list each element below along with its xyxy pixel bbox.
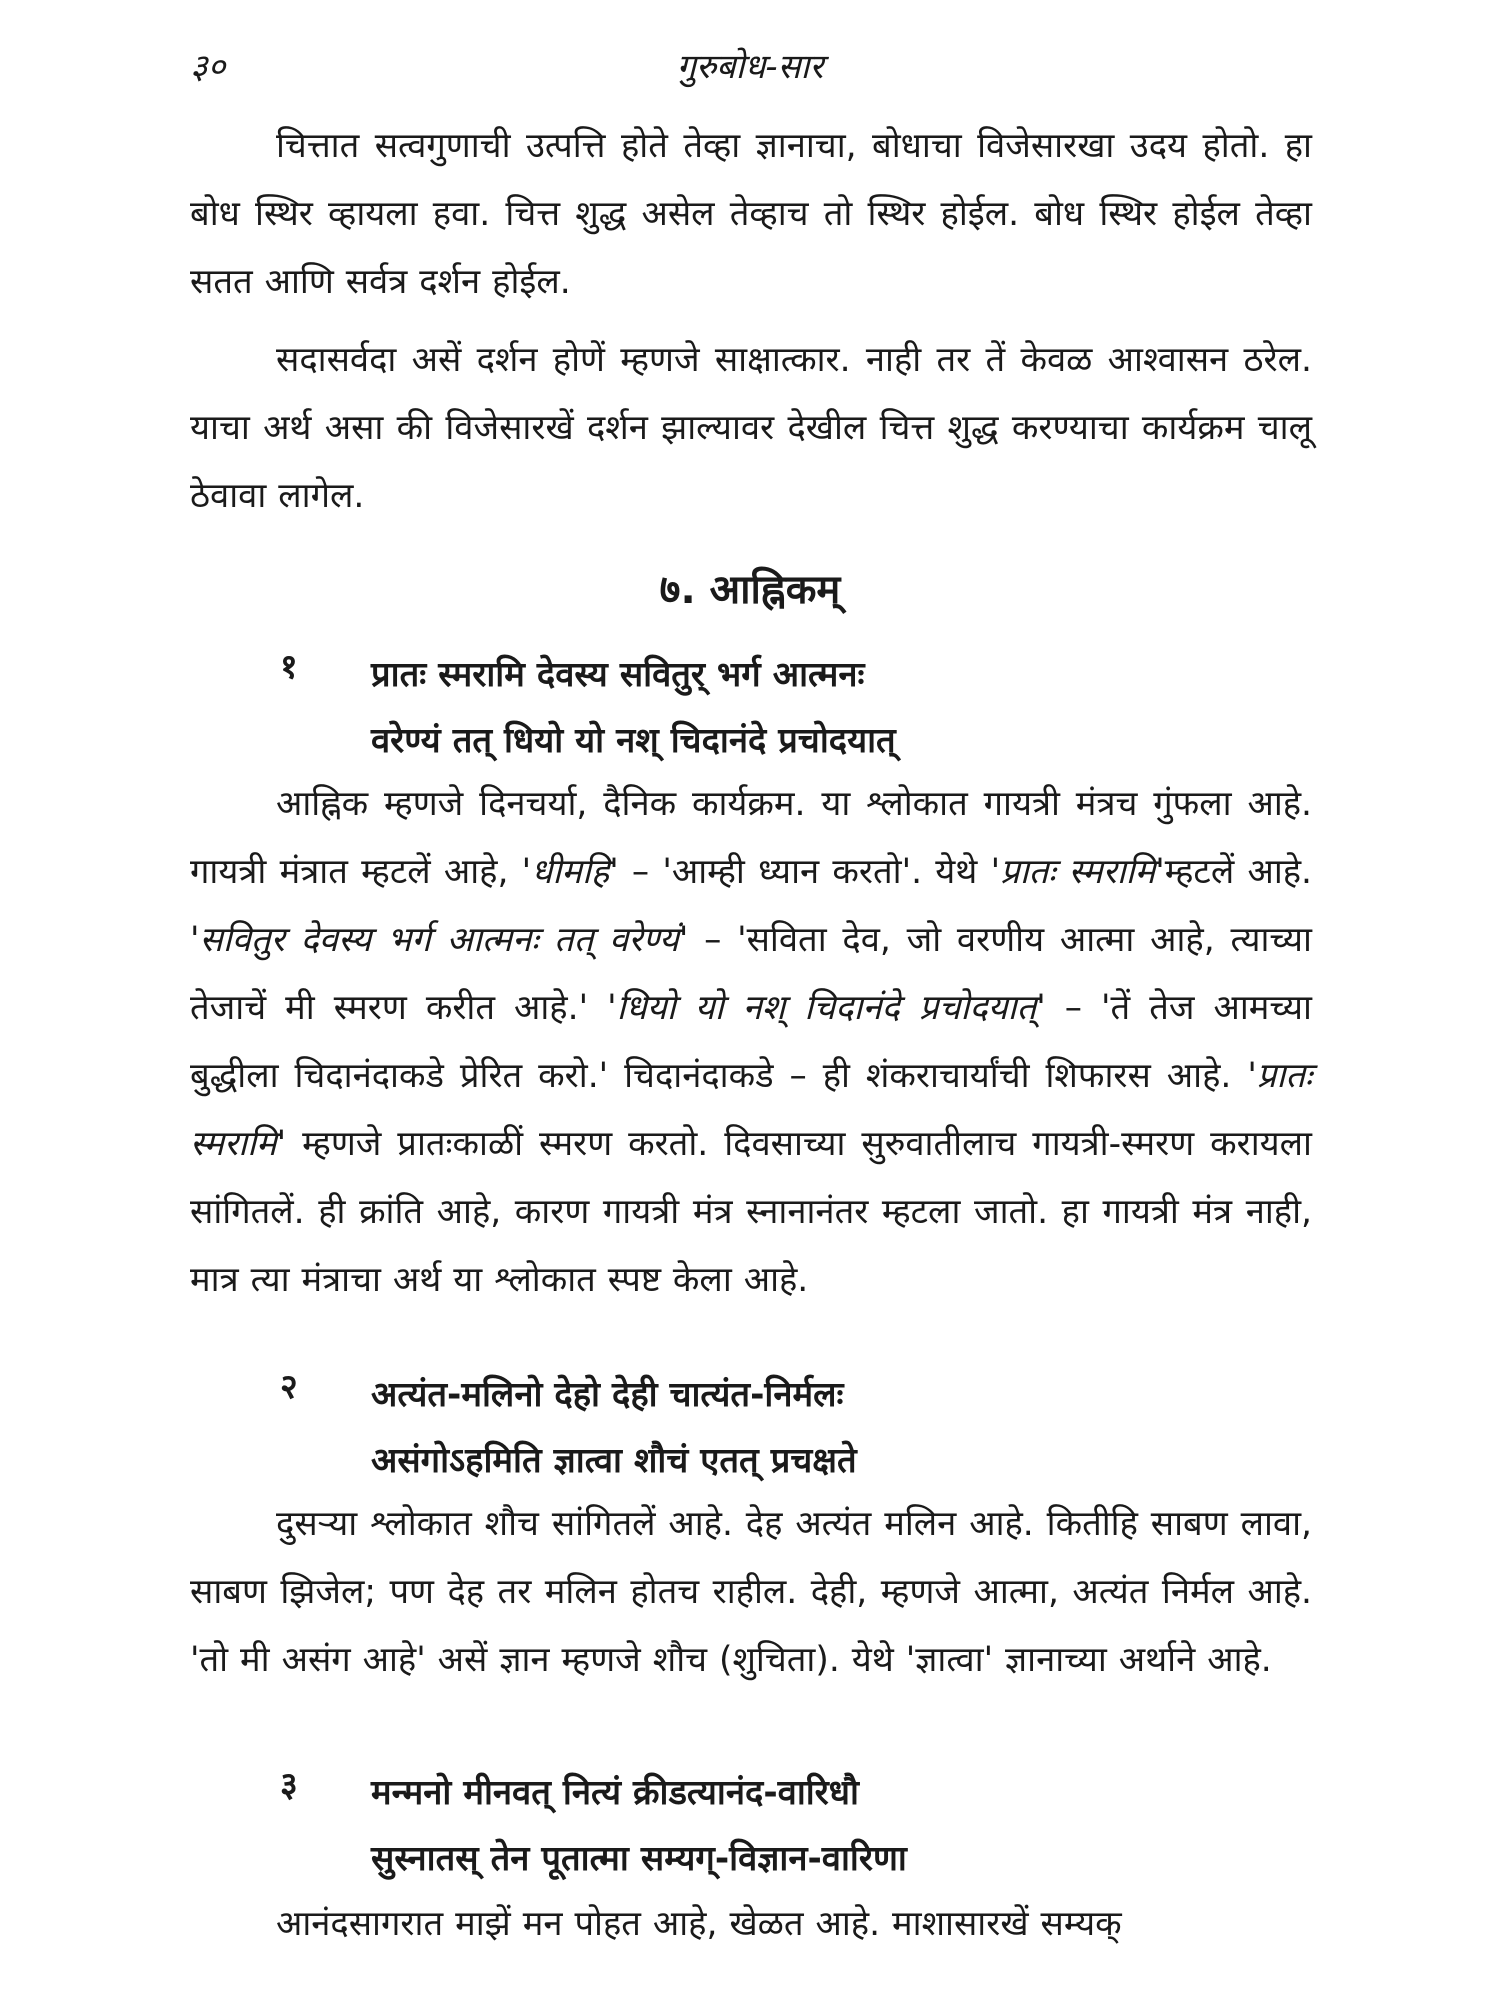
quoted-phrase: 'प्रातः स्मरामि' [190,1056,1312,1164]
verse-line: अत्यंत-मलिनो देहो देही चात्यंत-निर्मलः [371,1375,844,1415]
text-run: – 'आम्ही ध्यान करतो'. येथे [618,852,991,892]
verse-3 [190,1760,1312,1892]
intro-paragraph-1: चित्तात सत्वगुणाची उत्पत्ति होते तेव्हा ज्ञानाचा, बोधाचा विजेसारखा उदय होतो. हा बोध स्थिर व्हायला हवा. चित्त शुद्ध असेल तेव्हाच तो स्थिर होईल. बोध स्थिर होईल तेव्हा सतत आणि सर्वत्र दर्शन होईल. [190,126,1312,302]
verse-line: प्रातः स्मरामि देवस्य सवितुर् भर्ग आत्मनः [371,655,865,695]
verse-1 [190,642,1312,774]
commentary-paragraph-3: आनंदसागरात माझें मन पोहत आहे, खेळत आहे. माशासारखें सम्यक् [276,1904,1122,1944]
verse-2 [190,1362,1312,1494]
page-header [190,42,1310,102]
text-run: – 'सविता देव, जो वरणीय आत्मा आहे, त्याच्या तेजाचें मी स्मरण करीत आहे.' [190,920,1312,1028]
quoted-phrase: 'सवितुर देवस्य भर्ग आत्मनः तत् वरेण्यं' [190,920,689,960]
page-number: ३० [190,47,226,87]
text-run: आह्निक म्हणजे दिनचर्या, दैनिक कार्यक्रम. या श्लोकात गायत्री मंत्रच गुंफला आहे. गायत्री मंत्रात म्हटलें आहे, [190,784,1312,892]
verse-line: वरेण्यं तत् धियो यो नश् चिदानंदे प्रचोदयात् [371,721,896,761]
commentary-1 [190,770,1312,1314]
text-run: म्हटलें आहे. [1164,852,1312,892]
commentary-2 [190,1490,1312,1694]
commentary-paragraph-2: दुसऱ्या श्लोकात शौच सांगितलें आहे. देह अत्यंत मलिन आहे. कितीहि साबण लावा, साबण झिजेल; पण देह तर मलिन होतच राहील. देही, म्हणजे आत्मा, अत्यंत निर्मल आहे. 'तो मी असंग आहे' असें ज्ञान म्हणजे शौच (शुचिता). येथे 'ज्ञात्वा' ज्ञानाच्या अर्थाने आहे. [190,1504,1312,1680]
quoted-phrase: 'प्रातः स्मरामि' [990,852,1165,892]
intro-paragraph-2: सदासर्वदा असें दर्शन होणें म्हणजे साक्षात्कार. नाही तर तें केवळ आश्वासन ठरेल. याचा अर्थ असा की विजेसारखें दर्शन झाल्यावर देखील चित्त शुद्ध करण्याचा कार्यक्रम चालू ठेवावा लागेल. [190,340,1312,516]
verse-number: ३ [280,1765,298,1805]
text-run: – 'तें तेज आमच्या बुद्धीला चिदानंदाकडे प्रेरित करो.' चिदानंदाकडे – ही शंकराचार्यांची शिफारस आहे. [190,988,1312,1096]
verse-line: सुस्नातस् तेन पूतात्मा सम्यग्-विज्ञान-वारिणा [371,1839,907,1879]
verse-line: मन्मनो मीनवत् नित्यं क्रीडत्यानंद-वारिधौ [371,1773,859,1813]
commentary-paragraph-1 [190,770,1312,1314]
intro-text [190,112,1312,530]
section-heading: ७. आह्निकम् [659,567,841,613]
running-title: गुरुबोध-सार [676,47,824,87]
quoted-phrase: 'धीमहि' [521,852,619,892]
verse-line: असंगोऽहमिति ज्ञात्वा शौचं एतत् प्रचक्षते [371,1441,857,1481]
commentary-3 [190,1890,1312,1958]
verse-number: १ [280,647,298,687]
quoted-phrase: 'धियो यो नश् चिदानंदे प्रचोदयात्' [607,988,1046,1028]
verse-number: २ [280,1367,298,1407]
text-run: म्हणजे प्रातःकाळीं स्मरण करतो. दिवसाच्या सुरुवातीलाच गायत्री-स्मरण करायला सांगितलें. ही क्रांति आहे, कारण गायत्री मंत्र स्नानानंतर म्हटला जातो. हा गायत्री मंत्र नाही, मात्र त्या मंत्राचा अर्थ या श्लोकात स्पष्ट केला आहे. [190,1124,1312,1300]
